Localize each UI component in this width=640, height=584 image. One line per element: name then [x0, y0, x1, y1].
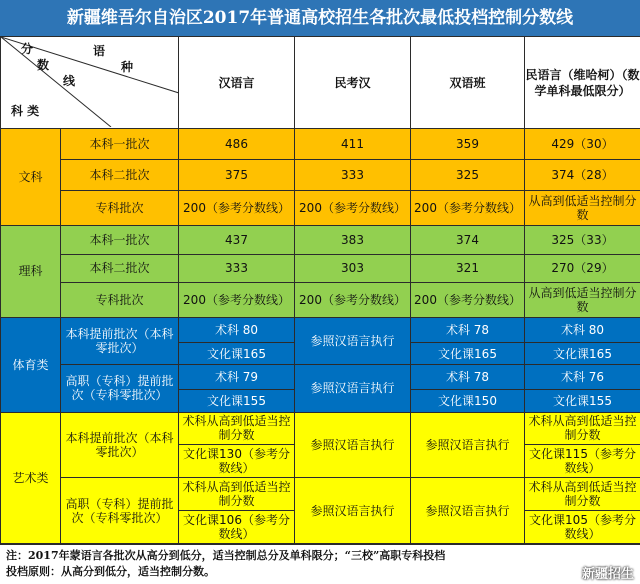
score-cell: 文化课130（参考分数线）: [179, 445, 295, 478]
score-cell: 文化课115（参考分数线）: [525, 445, 640, 478]
score-cell: 200（参考分数线）: [179, 283, 295, 318]
header-diagonal-cell: [1, 37, 179, 129]
header-label-kelei: 科 类: [11, 104, 40, 118]
score-cell: 参照汉语言执行: [411, 478, 525, 544]
header-label-yu: 语: [93, 44, 106, 58]
score-table: [0, 36, 640, 544]
score-cell: 200（参考分数线）: [411, 190, 525, 225]
score-cell: 文化课106（参考分数线）: [179, 511, 295, 544]
score-cell: 374: [411, 225, 525, 254]
score-cell: 术科 79: [179, 365, 295, 390]
col-header-minyu: 民语言（维哈柯）（数学单科最低限分）: [525, 37, 640, 129]
score-cell: 文化课150: [411, 390, 525, 413]
score-cell: 200（参考分数线）: [295, 283, 411, 318]
footnote-line-1: 注：2017年蒙语言各批次从高分到低分，适当控制总分及单科限分；“三校”高职专科投档: [6, 549, 446, 562]
score-cell: 270（29）: [525, 254, 640, 283]
score-cell: 303: [295, 254, 411, 283]
col-header-shuangyu: 双语班: [411, 37, 525, 129]
category-yishu: 艺术类: [1, 412, 61, 543]
score-cell: 术科 80: [525, 318, 640, 343]
score-cell: 文化课165: [411, 342, 525, 365]
batch-label: 高职（专科）提前批次（专科零批次）: [61, 365, 179, 412]
score-cell: 术科从高到低适当控制分数: [179, 412, 295, 445]
score-cell: 术科从高到低适当控制分数: [525, 412, 640, 445]
category-tiyu: 体育类: [1, 318, 61, 412]
score-cell: 437: [179, 225, 295, 254]
score-cell: 从高到低适当控制分数: [525, 190, 640, 225]
footnote-line-2: 投档原则：从高分到低分，适当控制分数。: [6, 565, 215, 578]
score-cell: 文化课155: [179, 390, 295, 413]
category-wenke: 文科: [1, 129, 61, 225]
score-cell: 429（30）: [525, 129, 640, 160]
score-cell: 375: [179, 160, 295, 191]
page-title: 新疆维吾尔自治区2017年普通高校招生各批次最低投档控制分数线: [0, 0, 640, 36]
score-cell: 文化课155: [525, 390, 640, 413]
score-cell: 参照汉语言执行: [295, 318, 411, 365]
score-cell: 参照汉语言执行: [411, 412, 525, 478]
watermark: 新疆招生: [581, 567, 634, 582]
batch-label: 专科批次: [61, 190, 179, 225]
score-cell: 文化课165: [179, 342, 295, 365]
header-label-zhong: 种: [121, 60, 134, 74]
score-cell: 321: [411, 254, 525, 283]
score-cell: 参照汉语言执行: [295, 412, 411, 478]
score-cell: 从高到低适当控制分数: [525, 283, 640, 318]
score-cell: 术科从高到低适当控制分数: [525, 478, 640, 511]
batch-label: 本科一批次: [61, 129, 179, 160]
category-like: 理科: [1, 225, 61, 317]
score-cell: 383: [295, 225, 411, 254]
header-label-xian: 线: [63, 74, 76, 88]
batch-label: 本科提前批次（本科零批次）: [61, 318, 179, 365]
score-cell: 术科 80: [179, 318, 295, 343]
batch-label: 高职（专科）提前批次（专科零批次）: [61, 478, 179, 544]
header-label-fen: 分: [21, 42, 34, 56]
score-cell: 486: [179, 129, 295, 160]
score-cell: 文化课105（参考分数线）: [525, 511, 640, 544]
batch-label: 本科二批次: [61, 254, 179, 283]
score-cell: 374（28）: [525, 160, 640, 191]
footnote: [0, 544, 640, 584]
batch-label: 本科一批次: [61, 225, 179, 254]
score-cell: 参照汉语言执行: [295, 478, 411, 544]
score-cell: 参照汉语言执行: [295, 365, 411, 412]
header-label-shu: 数: [37, 58, 50, 72]
score-cell: 325（33）: [525, 225, 640, 254]
score-cell: 200（参考分数线）: [411, 283, 525, 318]
col-header-minkaohan: 民考汉: [295, 37, 411, 129]
score-cell: 200（参考分数线）: [179, 190, 295, 225]
score-cell: 359: [411, 129, 525, 160]
col-header-hanyu: 汉语言: [179, 37, 295, 129]
score-cell: 术科 78: [411, 318, 525, 343]
score-cell: 术科从高到低适当控制分数: [179, 478, 295, 511]
score-cell: 325: [411, 160, 525, 191]
score-cell: 术科 76: [525, 365, 640, 390]
score-cell: 333: [179, 254, 295, 283]
score-cell: 术科 78: [411, 365, 525, 390]
score-cell: 200（参考分数线）: [295, 190, 411, 225]
batch-label: 本科二批次: [61, 160, 179, 191]
score-cell: 333: [295, 160, 411, 191]
score-cell: 文化课165: [525, 342, 640, 365]
score-cell: 411: [295, 129, 411, 160]
batch-label: 本科提前批次（本科零批次）: [61, 412, 179, 478]
batch-label: 专科批次: [61, 283, 179, 318]
